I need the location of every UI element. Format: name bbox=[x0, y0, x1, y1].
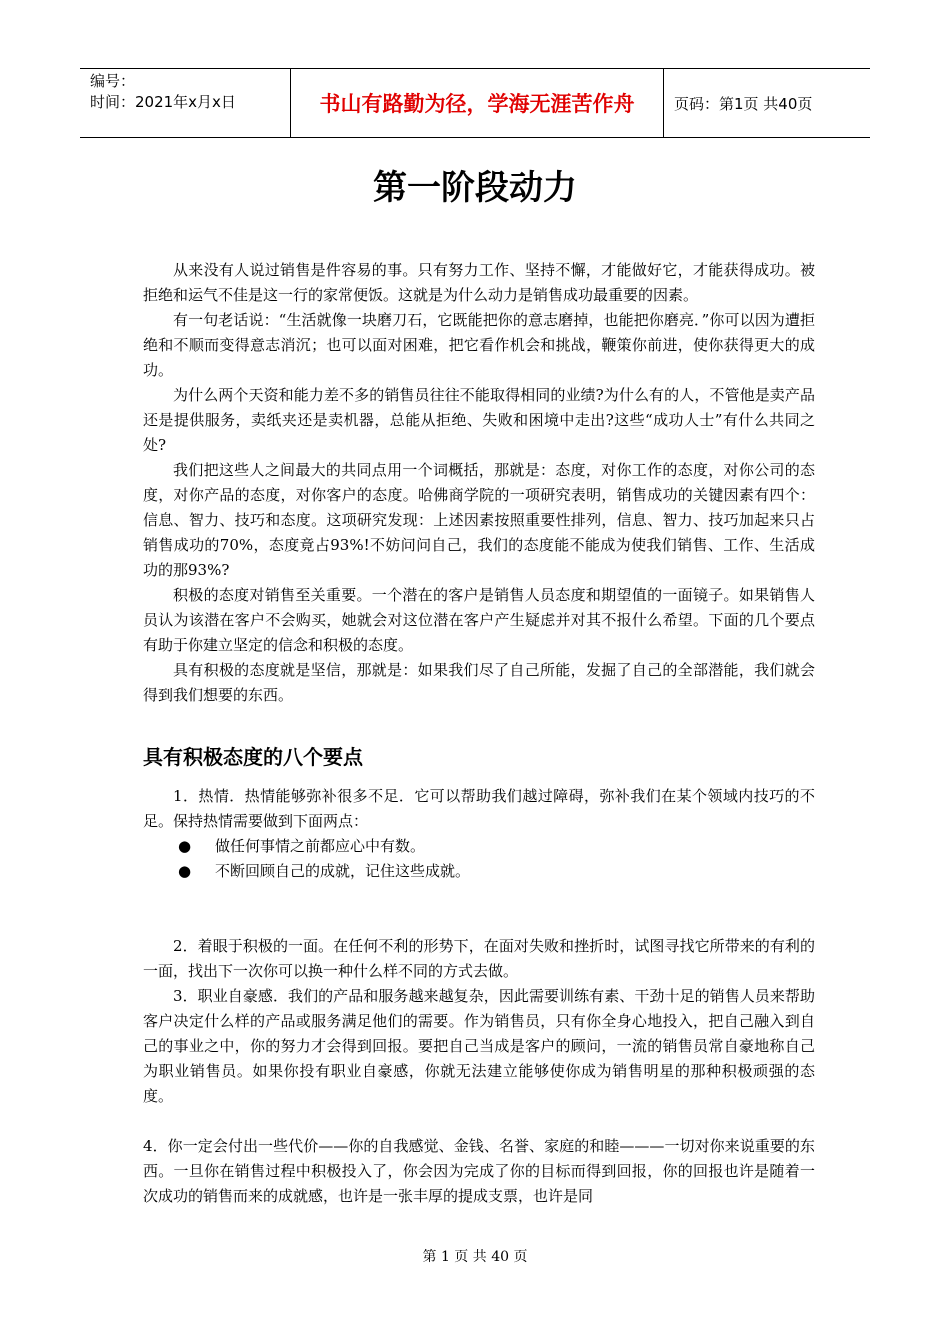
document-title: 第一阶段动力 bbox=[373, 168, 577, 208]
bullet-icon: ● bbox=[178, 837, 192, 855]
point-1: 1．热情．热情能够弥补很多不足．它可以帮助我们越过障碍，弥补我们在某个领域内技巧的不足。保持热情需要做到下面两点： bbox=[143, 787, 815, 830]
point-2: 2．着眼于积极的一面。在任何不利的形势下，在面对失败和挫折时，试图寻找它所带来的有利的一面，找出下一次你可以换一种什么样不同的方式去做。 bbox=[143, 937, 815, 980]
section-heading: 具有积极态度的八个要点 bbox=[143, 745, 363, 769]
header-motto: 书山有路勤为径，学海无涯苦作舟 bbox=[291, 69, 664, 137]
bullet-icon: ● bbox=[178, 862, 192, 880]
document-body bbox=[143, 258, 815, 1209]
number-label: 编号： bbox=[90, 72, 136, 90]
bullet-text: 做任何事情之前都应心中有数。 bbox=[215, 837, 426, 855]
paragraph: 我们把这些人之间最大的共同点用一个词概括，那就是：态度，对你工作的态度，对你公司的态度，对你产品的态度，对你客户的态度。哈佛商学院的一项研究表明，销售成功的关键因素有四个：信息、智力、技巧和态度。这项研究发现：上述因素按照重要性排列，信息、智力、技巧加起来只占销售成功的70%，态度竟占93%!不妨问问自己，我们的态度能不能成为使我们销售、工作、生活成功的那93%? bbox=[143, 461, 815, 579]
paragraph: 积极的态度对销售至关重要。一个潜在的客户是销售人员态度和期望值的一面镜子。如果销售人员认为该潜在客户不会购买，她就会对这位潜在客户产生疑虑并对其不报什么希望。下面的几个要点有助于你建立坚定的信念和积极的态度。 bbox=[143, 586, 815, 654]
spacer bbox=[143, 884, 815, 934]
point-4: 4．你一定会付出一些代价——你的自我感觉、金钱、名誉、家庭的和睦———一切对你来说重要的东西。一旦你在销售过程中积极投入了，你会因为完成了你的目标而得到回报，你的回报也许是随着一次成功的销售而来的成就感，也许是一张丰厚的提成支票，也许是同 bbox=[143, 1137, 815, 1205]
header-meta bbox=[80, 69, 291, 137]
page-footer: 第 1 页 共 40 页 bbox=[422, 1249, 528, 1265]
paragraph: 具有积极的态度就是坚信，那就是：如果我们尽了自己所能，发掘了自己的全部潜能，我们就会得到我们想要的东西。 bbox=[143, 661, 815, 704]
paragraph: 为什么两个天资和能力差不多的销售员往往不能取得相同的业绩?为什么有的人，不管他是卖产品还是提供服务，卖纸夹还是卖机器，总能从拒绝、失败和困境中走出?这些“成功人士”有什么共同之处? bbox=[143, 386, 815, 454]
time-label: 时间：2021年x月x日 bbox=[90, 93, 236, 111]
spacer bbox=[143, 1109, 815, 1134]
bullet-item bbox=[143, 834, 815, 859]
paragraph: 有一句老话说：“生活就像一块磨刀石，它既能把你的意志磨掉，也能把你磨亮．”你可以因为遭拒绝和不顺而变得意志消沉；也可以面对困难，把它看作机会和挑战，鞭策你前进，使你获得更大的成功。 bbox=[143, 311, 815, 379]
bullet-item bbox=[143, 859, 815, 884]
header-page-info: 页码：第1页 共40页 bbox=[674, 94, 813, 113]
page-header bbox=[80, 68, 870, 138]
point-3: 3．职业自豪感．我们的产品和服务越来越复杂，因此需要训练有素、干劲十足的销售人员来帮助客户决定什么样的产品或服务满足他们的需要。作为销售员，只有你全身心地投入，把自己融入到自己的事业之中，你的努力才会得到回报。要把自己当成是客户的顾问，一流的销售员常自豪地称自己为职业销售员。如果你投有职业自豪感，你就无法建立能够使你成为销售明星的那种积极顽强的态度。 bbox=[143, 987, 815, 1105]
bullet-text: 不断回顾自己的成就，记住这些成就。 bbox=[215, 862, 471, 880]
paragraph: 从来没有人说过销售是件容易的事。只有努力工作、坚持不懈，才能做好它，才能获得成功。被拒绝和运气不佳是这一行的家常便饭。这就是为什么动力是销售成功最重要的因素。 bbox=[143, 261, 815, 304]
